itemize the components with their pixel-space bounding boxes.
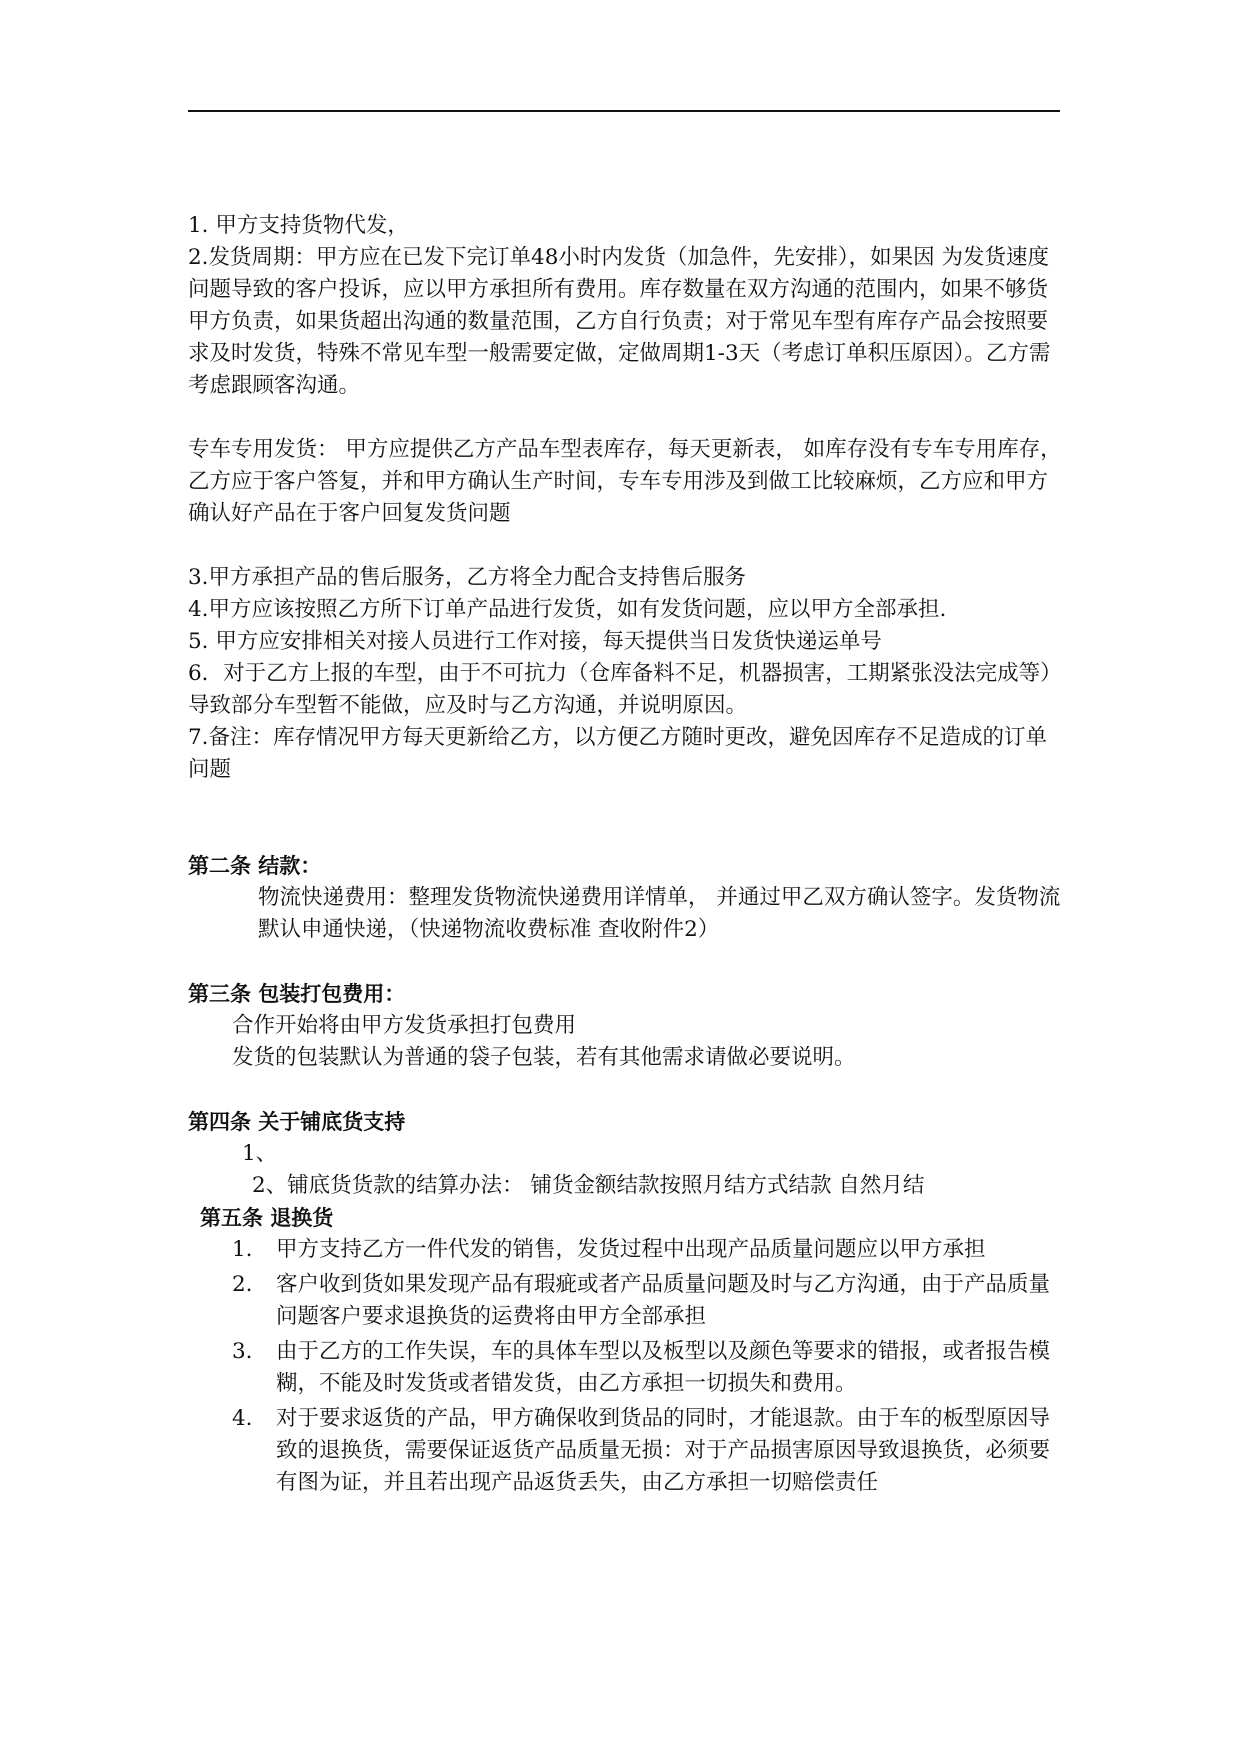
article-4-heading: 第四条 关于铺底货支持: [188, 1110, 406, 1134]
list-item-number: 2.: [232, 1272, 253, 1297]
clause-2: 2.发货周期：甲方应在已发下完订单48小时内发货（加急件，先安排），如果因 为发货速度问题导致的客户投诉，应以甲方承担所有费用。库存数量在双方沟通的范围内，如果不够货甲方负责，如果货超出沟通的数量范围，乙方自行负责；对于常见车型有库存产品会按照要求及时发货，特殊不常见车型一般需要定做，定做周期1-3天（考虑订单积压原因）。乙方需考虑跟顾客沟通。: [188, 245, 1051, 398]
article-4-item-2: 2、铺底货货款的结算办法： 铺货金额结款按照月结方式结款 自然月结: [252, 1173, 925, 1198]
document-body: [188, 210, 1068, 1502]
clause-6: 6．对于乙方上报的车型，由于不可抗力（仓库备料不足，机器损害，工期紧张没法完成等）导致部分车型暂不能做，应及时与乙方沟通，并说明原因。: [188, 661, 1062, 718]
article-4-item-1: 1、: [242, 1141, 278, 1166]
list-item-number: 4.: [232, 1406, 253, 1431]
list-item-text: 甲方支持乙方一件代发的销售，发货过程中出现产品质量问题应以甲方承担: [276, 1237, 986, 1262]
list-item: [188, 1234, 1068, 1266]
list-item: [188, 1269, 1068, 1333]
list-item: [188, 1336, 1068, 1400]
list-item-number: 1.: [232, 1237, 253, 1262]
list-item: [188, 1403, 1068, 1499]
clause-3: 3.甲方承担产品的售后服务，乙方将全力配合支持售后服务: [188, 565, 747, 590]
article-3-heading: 第三条 包装打包费用：: [188, 982, 406, 1006]
article-5-list: [188, 1234, 1068, 1499]
header-rule: [188, 110, 1060, 112]
clause-5: 5. 甲方应安排相关对接人员进行工作对接，每天提供当日发货快递运单号: [188, 629, 882, 654]
article-3-line-2: 发货的包装默认为普通的袋子包装，若有其他需求请做必要说明。: [232, 1045, 856, 1070]
list-item-text: 客户收到货如果发现产品有瑕疵或者产品质量问题及时与乙方沟通，由于产品质量问题客户要求退换货的运费将由甲方全部承担: [276, 1272, 1051, 1329]
clause-4: 4.甲方应该按照乙方所下订单产品进行发货，如有发货问题，应以甲方全部承担.: [188, 597, 947, 622]
list-item-number: 3.: [232, 1339, 253, 1364]
clause-dedicated-shipping: 专车专用发货： 甲方应提供乙方产品车型表库存，每天更新表， 如库存没有专车专用库存，乙方应于客户答复，并和甲方确认生产时间，专车专用涉及到做工比较麻烦，乙方应和甲方确认好产品在于客户回复发货问题: [188, 437, 1062, 526]
clause-7: 7.备注：库存情况甲方每天更新给乙方，以方便乙方随时更改，避免因库存不足造成的订单问题: [188, 725, 1048, 782]
list-item-text: 由于乙方的工作失误，车的具体车型以及板型以及颜色等要求的错报，或者报告模糊，不能及时发货或者错发货，由乙方承担一切损失和费用。: [276, 1339, 1051, 1396]
list-item-text: 对于要求返货的产品，甲方确保收到货品的同时，才能退款。由于车的板型原因导致的退换货，需要保证返货产品质量无损：对于产品损害原因导致退换货，必须要有图为证，并且若出现产品返货丢失，由乙方承担一切赔偿责任: [276, 1406, 1051, 1495]
article-5-heading: 第五条 退换货: [200, 1206, 334, 1230]
clause-1: 1. 甲方支持货物代发，: [188, 213, 409, 238]
article-2-heading: 第二条 结款：: [188, 854, 322, 878]
article-2-text: 物流快递费用：整理发货物流快递费用详情单， 并通过甲乙双方确认签字。发货物流默认申通快递，（快递物流收费标准 查收附件2）: [258, 885, 1061, 942]
article-3-line-1: 合作开始将由甲方发货承担打包费用: [232, 1013, 577, 1038]
